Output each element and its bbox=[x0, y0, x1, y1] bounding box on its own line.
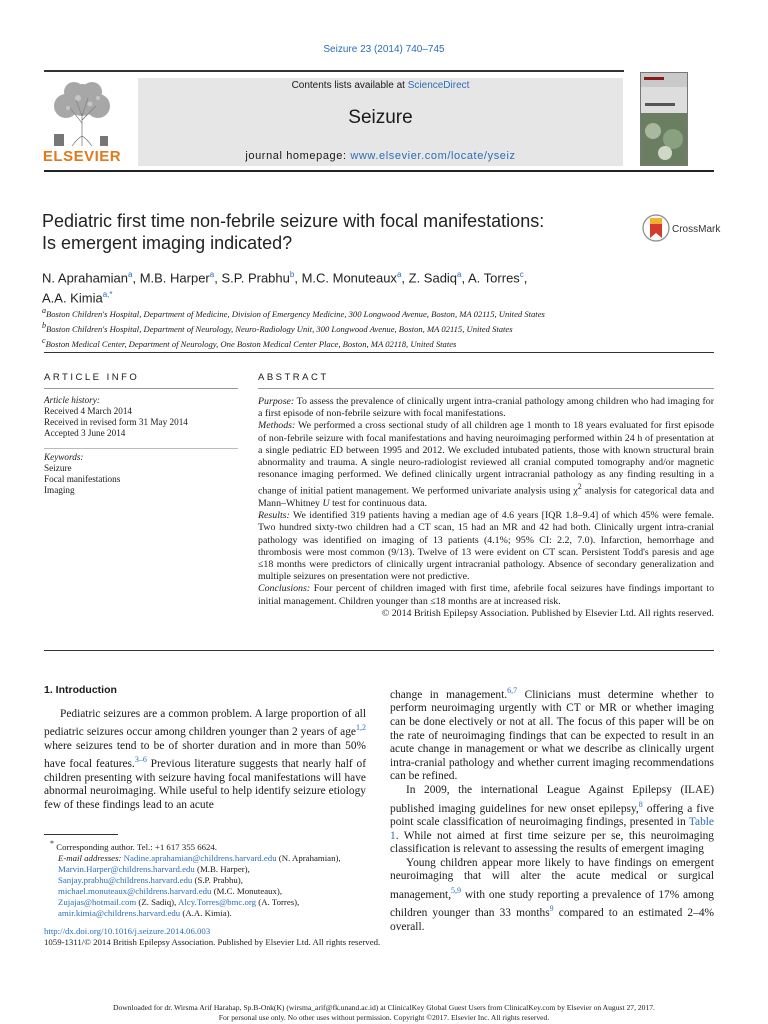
email-link[interactable]: Zujajas@hotmail.com bbox=[58, 896, 137, 907]
email-owner: (M.C. Monuteaux), bbox=[211, 885, 283, 896]
abstract-body bbox=[258, 396, 714, 620]
email-owner: (N. Aprahamian), bbox=[276, 852, 341, 863]
email-label: E-mail addresses: bbox=[58, 852, 122, 863]
info-divider bbox=[44, 448, 238, 449]
email-link[interactable]: Marvin.Harper@childrens.harvard.edu bbox=[58, 863, 195, 874]
header-rule-bottom bbox=[44, 170, 714, 172]
keyword: Imaging bbox=[44, 485, 75, 495]
footnote-rule bbox=[44, 834, 118, 835]
affiliations bbox=[42, 305, 722, 350]
author-separator: , bbox=[132, 270, 140, 286]
crossmark-label[interactable]: CrossMark bbox=[672, 224, 721, 235]
affiliation-key: c bbox=[42, 335, 46, 345]
abstract-purpose: Purpose: To assess the prevalence of clinically urgent intra-cranial pathology among children who had imaging for a first episode of non-febrile seizure with focal manifestations. bbox=[258, 396, 715, 420]
journal-citation[interactable]: Seizure 23 (2014) 740–745 bbox=[323, 44, 445, 55]
issn-line: 1059-1311/© 2014 British Epilepsy Association. Published by Elsevier Ltd. All rights reserved. bbox=[44, 937, 381, 947]
author-affiliation-marker[interactable]: a bbox=[396, 270, 402, 279]
email-owner: (S.P. Prabhu), bbox=[192, 874, 243, 885]
paragraph: Pediatric seizures are a common problem. A large proportion of all pediatric seizures occur among children younger than 2 years of age$^{1,2}$ where seizures tend to be of shorter duration and in more than 50% have focal features.$^{3-6}$ Previous literature suggests that nearly half of children presenting with seizure having focal manifestations will have abnormal neuroimaging. While useful to help identify seizure etiology few of these findings lead to an acute bbox=[44, 707, 366, 811]
author-name[interactable]: Z. Sadiq bbox=[408, 270, 458, 286]
email-owner: (A. Torres), bbox=[256, 896, 300, 907]
author-name[interactable]: A. Torres bbox=[468, 270, 520, 286]
abstract-conclusions: Conclusions: Four percent of children imaged with first time, afebrile focal seizures have findings important to initial management. Children younger than ≤18 months are at increased risk. bbox=[258, 583, 715, 607]
contents-line: Contents lists available at ScienceDirect bbox=[291, 80, 470, 91]
article-info-rule bbox=[44, 388, 238, 389]
author-separator: , bbox=[523, 270, 528, 286]
paragraph: In 2009, the international League Against Epilepsy (ILAE) published imaging guidelines for new onset epilepsy,$^8$ offering a five point scale classification of neuroimaging findings, presented in Table 1. While not aimed at first time seizure per se, this neuroimaging classification is relevant to assessing the results of emergent imaging bbox=[390, 783, 714, 856]
footnotes bbox=[44, 838, 374, 919]
abstract-methods: Methods: We performed a cross sectional study of all children age 1 month to 18 years evaluated for first episode of non-febrile seizure with focal manifestations and having neuroimaging performed within 24 h of presentation at a single pediatric ED between 1995 and 2012. We excluded intubated patients, those with known structural brain abnormality and trauma. A single neuro-radiologist reviewed all cranial computed tomography and/or magnetic resonance imaging performed. We defined clinically urgent intracranial pathology as any finding resulting in a change of initial patient management. We performed univariate analysis using $\chi^2$ analysis for categorical data and Mann–Whitney U test for continuous data. bbox=[258, 420, 715, 509]
abstract-heading: ABSTRACT bbox=[258, 372, 329, 383]
author-separator: , bbox=[214, 270, 222, 286]
journal-cover-image bbox=[640, 72, 688, 166]
history-item: Received 4 March 2014 bbox=[44, 406, 133, 416]
email-list bbox=[44, 853, 374, 919]
section-rule bbox=[44, 352, 714, 353]
author-name[interactable]: A.A. Kimia bbox=[42, 290, 103, 306]
keywords-label: Keywords: bbox=[44, 452, 84, 462]
citation-ref[interactable]: 8 bbox=[638, 799, 643, 809]
email-link[interactable]: michael.monuteaux@childrens.harvard.edu bbox=[58, 885, 212, 896]
abstract-results: Results: We identified 319 patients having a median age of 4.6 years [IQR 1.8–9.4] of which 45% were female. Two hundred sixty-two children had a CT scan, 15 had an MR and 42 had both. Clinically urgent intra-cranial pathology was identified on imaging of 13 patients (4.1%; 95% CI: 2.2, 7.0). Infarction, hemorrhage and thrombosis were most common (9/13). Twelve of 13 were evident on CT scan. Persistent Todd's paresis and age ≤18 months were predictors of clinically urgent intracranial pathology. Absence of secondary generalization and multiple seizures on presentation were not predictive. bbox=[258, 510, 714, 583]
email-link[interactable]: Sanjay.prabhu@childrens.harvard.edu bbox=[58, 874, 193, 885]
email-link[interactable]: Nadine.aprahamian@childrens.harvard.edu bbox=[123, 852, 277, 863]
affiliation-text: Boston Medical Center, Department of Neurology, One Boston Medical Center Place, Boston, MA 02118, United States bbox=[45, 338, 457, 349]
citation-ref[interactable]: 3–6 bbox=[134, 755, 147, 765]
author-name[interactable]: S.P. Prabhu bbox=[221, 270, 290, 286]
article-title: Pediatric first time non-febrile seizure with focal manifestations: Is emergent imaging indicated? bbox=[42, 211, 545, 253]
email-owner: (M.B. Harper), bbox=[194, 863, 250, 874]
author-name[interactable]: M.B. Harper bbox=[139, 270, 210, 286]
citation-ref[interactable]: 9 bbox=[549, 904, 554, 914]
intro-heading: 1. Introduction bbox=[44, 684, 117, 696]
history-item: Accepted 3 June 2014 bbox=[44, 428, 126, 438]
author-list bbox=[42, 266, 642, 307]
table-link[interactable]: Table 1 bbox=[390, 815, 714, 842]
elsevier-wordmark: ELSEVIER bbox=[42, 148, 122, 165]
keyword: Seizure bbox=[44, 463, 72, 473]
affiliation bbox=[42, 305, 722, 320]
citation-ref[interactable]: 1,2 bbox=[356, 723, 366, 733]
body-rule bbox=[44, 650, 714, 651]
email-owner: (A.A. Kimia). bbox=[180, 907, 232, 918]
header-rule-top bbox=[44, 70, 624, 72]
affiliation bbox=[42, 335, 722, 350]
journal-homepage-line: journal homepage: www.elsevier.com/locate/yseiz bbox=[245, 150, 516, 162]
journal-title: Seizure bbox=[348, 107, 413, 128]
article-info bbox=[44, 395, 244, 496]
crossmark-icon bbox=[642, 212, 672, 244]
author-affiliation-marker[interactable]: a,* bbox=[102, 290, 113, 300]
body-column-left bbox=[44, 684, 366, 812]
history-label: Article history: bbox=[44, 395, 100, 405]
affiliation-key: a bbox=[42, 306, 46, 315]
email-link[interactable]: amir.kimia@childrens.harvard.edu bbox=[58, 907, 181, 918]
author-separator: , bbox=[294, 270, 302, 286]
history-item: Received in revised form 31 May 2014 bbox=[44, 417, 188, 427]
doi-block bbox=[44, 926, 444, 948]
email-owner: (Z. Sadiq), bbox=[136, 896, 178, 907]
affiliation-key: b bbox=[42, 320, 46, 330]
download-note: Downloaded for dr. Wirsma Arif Harahap, Sp.B-Onk(K) (wirsma_arif@fk.unand.ac.id) at ClinicalKey Global Guest Users from ClinicalKey.com by Elsevier on August 27, 2017. For personal use only. No other uses without permission. Copyright ©2017. Elsevier Inc. All rights reserved. bbox=[113, 1003, 655, 1022]
author-affiliation-marker[interactable]: a bbox=[209, 270, 215, 279]
abstract-copyright: © 2014 British Epilepsy Association. Published by Elsevier Ltd. All rights reserved. bbox=[381, 607, 714, 619]
author-affiliation-marker[interactable]: c bbox=[519, 270, 524, 279]
article-info-heading: ARTICLE INFO bbox=[44, 372, 140, 383]
corresponding-author-note: * Corresponding author. Tel.: +1 617 355 6624. bbox=[50, 839, 218, 852]
author-affiliation-marker[interactable]: b bbox=[289, 270, 295, 279]
journal-homepage-link[interactable]: www.elsevier.com/locate/yseiz bbox=[350, 150, 516, 162]
paragraph: change in management.$^{6,7}$ Clinicians must determine whether to perform neuroimaging urgently with CT or MR or whether imaging can be done electively or not at all. The focus of this paper will be on the rate of neuroimaging findings that can be expected to result in an acute change in management or what we describe as clinically urgent intra-cranial pathology and whether current imaging recommendations can be refined. bbox=[390, 686, 715, 783]
author-separator: , bbox=[401, 270, 409, 286]
email-link[interactable]: Alcy.Torres@bmc.org bbox=[178, 896, 257, 907]
citation-ref[interactable]: 5,9 bbox=[451, 885, 462, 895]
keyword: Focal manifestations bbox=[44, 474, 121, 484]
sciencedirect-link[interactable]: ScienceDirect bbox=[407, 80, 470, 91]
doi-link[interactable]: http://dx.doi.org/10.1016/j.seizure.2014.06.003 bbox=[44, 926, 211, 936]
paragraph: Young children appear more likely to have findings on emergent neuroimaging that will alter the acute medical or surgical management,$^{5,9}$ with one study reporting a prevalence of 17% among children younger than 33 months$^9$ compared to an estimated 2–4% overall. bbox=[390, 856, 714, 933]
author-name[interactable]: M.C. Monuteaux bbox=[301, 270, 397, 286]
author-affiliation-marker[interactable]: a bbox=[128, 270, 133, 279]
citation-ref[interactable]: 6,7 bbox=[507, 686, 518, 695]
affiliation-text: Boston Children's Hospital, Department of Medicine, Division of Emergency Medicine, 300 Longwood Avenue, Boston, MA 02115, United States bbox=[46, 308, 545, 319]
affiliation-text: Boston Children's Hospital, Department of Neurology, Neuro-Radiology Unit, 300 Longwood Avenue, Boston, MA 02115, United States bbox=[46, 323, 513, 334]
abstract-rule bbox=[258, 388, 714, 389]
author-name[interactable]: N. Aprahamian bbox=[42, 270, 128, 286]
affiliation bbox=[42, 320, 722, 335]
author-separator: , bbox=[461, 270, 469, 286]
author-affiliation-marker[interactable]: a bbox=[457, 270, 462, 279]
body-column-right bbox=[390, 684, 714, 934]
